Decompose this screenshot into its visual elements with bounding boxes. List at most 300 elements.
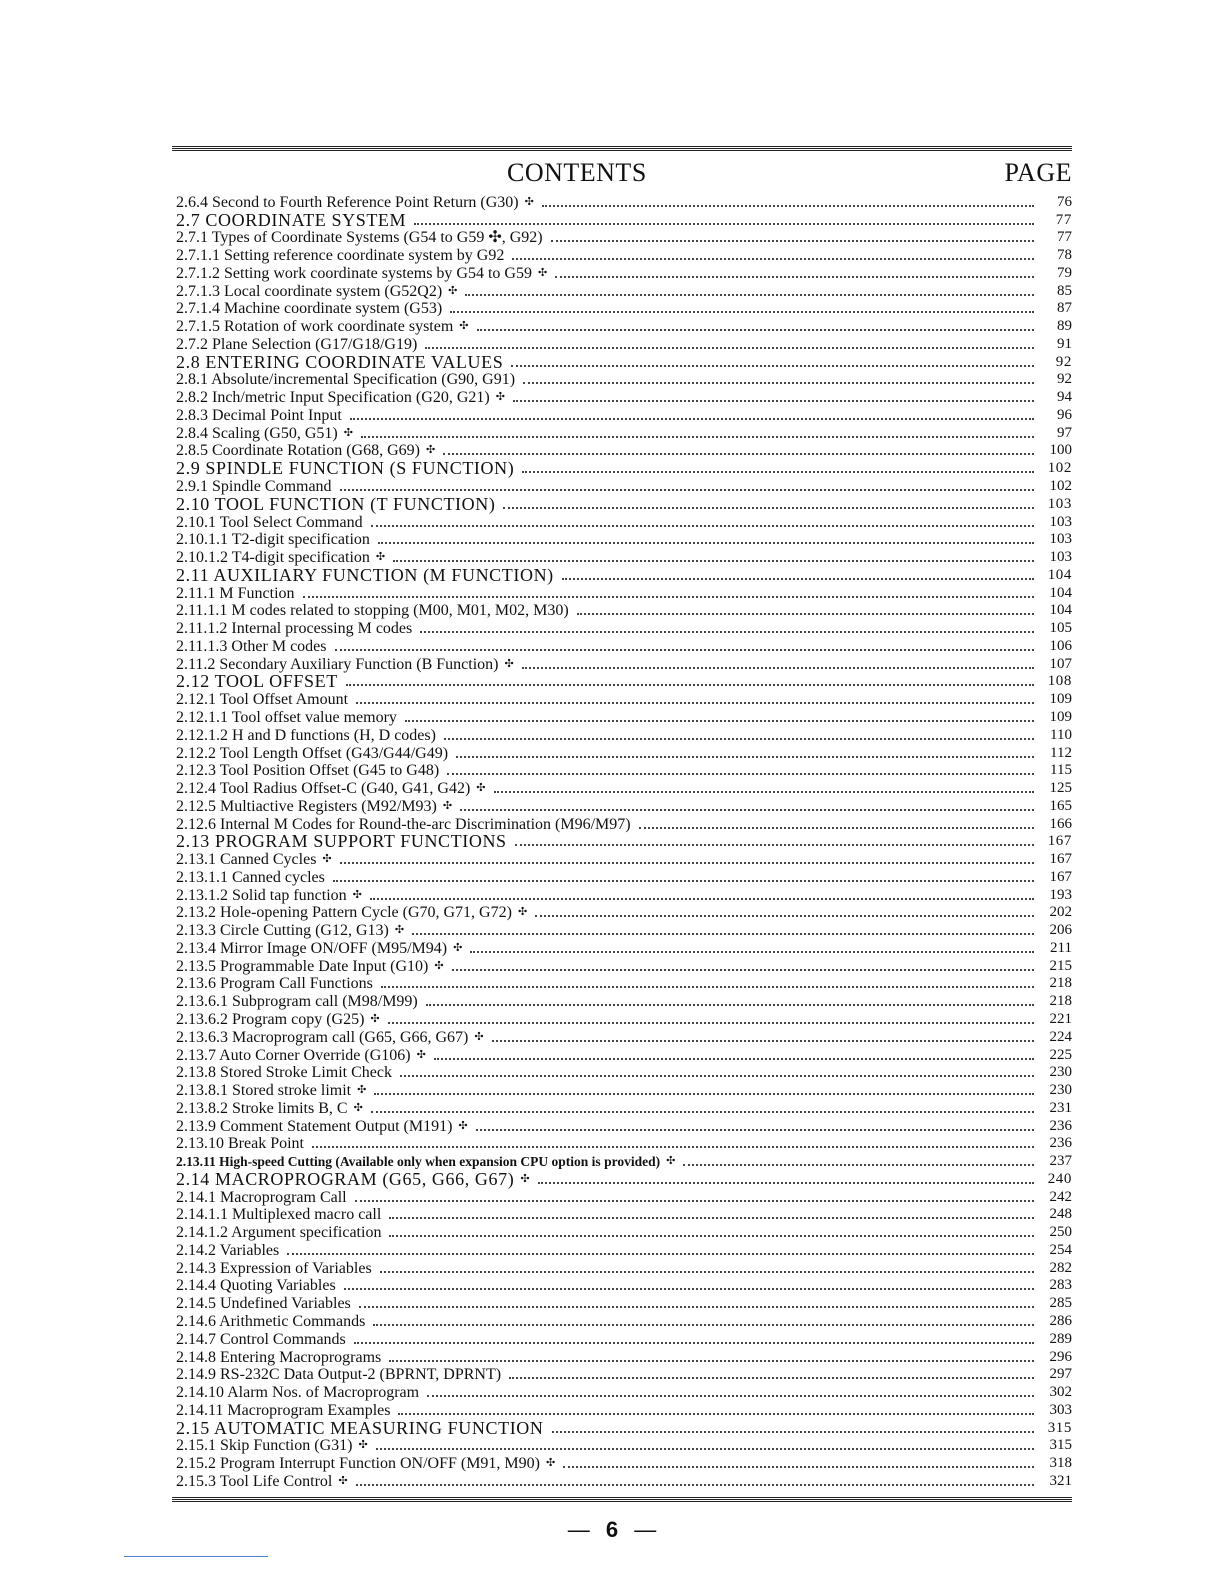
toc-entry-title: 2.13.6 Program Call Functions <box>176 975 373 993</box>
toc-entry-page: 321 <box>1049 1472 1072 1489</box>
dot-leader <box>303 596 1034 598</box>
dot-leader <box>380 1271 1034 1273</box>
toc-entry-page: 240 <box>1047 1170 1072 1187</box>
toc-entry-page: 92 <box>1055 353 1072 370</box>
option-star-icon: ✣ <box>358 1439 368 1452</box>
toc-entry-page: 218 <box>1049 993 1072 1010</box>
toc-entry-title: 2.14.1.1 Multiplexed macro call <box>176 1206 382 1224</box>
toc-entry[interactable] <box>176 957 1072 975</box>
toc-entry[interactable] <box>176 779 1072 797</box>
dot-leader <box>494 791 1035 793</box>
toc-entry-title: 2.7.1.5 Rotation of work coordinate system <box>176 318 454 336</box>
toc-entry-page: 106 <box>1049 637 1072 654</box>
toc-entry-title: 2.14.6 Arithmetic Commands <box>176 1313 366 1330</box>
dot-leader <box>476 1129 1034 1131</box>
toc-entry[interactable] <box>176 1277 1072 1295</box>
dot-leader <box>400 1075 1034 1077</box>
toc-entry[interactable] <box>176 584 1072 602</box>
toc-entry-page: 102 <box>1049 478 1072 495</box>
toc-entry-page: 250 <box>1049 1224 1072 1241</box>
toc-entry-title: 2.8.1 Absolute/incremental Specification (G90, G91) <box>176 371 516 389</box>
toc-entry-title: 2.12.3 Tool Position Offset (G45 to G48) <box>176 762 440 780</box>
toc-entry-page: 104 <box>1049 584 1072 601</box>
toc-entry-page: 96 <box>1057 406 1072 423</box>
toc-entry-page: 105 <box>1049 620 1072 637</box>
toc-entry-page: 89 <box>1057 318 1072 335</box>
dot-leader <box>359 1306 1034 1308</box>
toc-entry-title: 2.14.10 Alarm Nos. of Macroprogram <box>176 1384 420 1402</box>
toc-entry[interactable] <box>176 442 1072 460</box>
toc-entry[interactable] <box>176 619 1072 637</box>
toc-entry-title: 2.9 SPINDLE FUNCTION (S FUNCTION) <box>176 458 515 479</box>
contents-heading: CONTENTS <box>507 158 647 187</box>
toc-entry-page: 167 <box>1047 833 1072 850</box>
option-star-icon: ✣ <box>524 195 534 208</box>
dot-leader <box>420 631 1034 633</box>
toc-entry-page: 103 <box>1047 495 1072 512</box>
toc-entry-page: 230 <box>1049 1082 1072 1099</box>
dot-leader <box>340 862 1034 864</box>
toc-entry-page: 230 <box>1049 1064 1072 1081</box>
toc-entry-title: 2.7.1.2 Setting work coordinate systems by G54 to G59 <box>176 264 532 282</box>
toc-entry-title: 2.7.2 Plane Selection (G17/G18/G19) <box>176 335 418 353</box>
dot-leader <box>371 1111 1034 1113</box>
toc-entry-page: 193 <box>1049 886 1072 903</box>
toc-entry[interactable] <box>176 939 1072 957</box>
toc-entry-title: 2.7.1 Types of Coordinate Systems (G54 to G59 ✣, G92) <box>176 229 543 247</box>
toc-entry-title: 2.12.1 Tool Offset Amount <box>176 691 349 709</box>
toc-entry-title: 2.14.9 RS-232C Data Output-2 (BPRNT, DPRNT) <box>176 1366 502 1384</box>
toc-entry-page: 109 <box>1049 691 1072 708</box>
toc-entry-title: 2.6.4 Second to Fourth Reference Point Return (G30) <box>176 193 519 211</box>
toc-entry-title: 2.13.8.2 Stroke limits B, C <box>176 1099 348 1117</box>
dot-leader <box>370 898 1034 900</box>
dot-leader <box>450 311 1034 313</box>
toc-entry-title: 2.7.1.3 Local coordinate system (G52Q2) <box>176 282 443 300</box>
toc-entry-page: 218 <box>1049 975 1072 992</box>
toc-entry[interactable] <box>176 921 1072 939</box>
dot-leader <box>344 1288 1034 1290</box>
toc-entry-page: 94 <box>1057 389 1072 406</box>
toc-entry-title: 2.11.2 Secondary Auxiliary Function (B Function) <box>176 655 499 673</box>
option-star-icon: ✣ <box>504 657 514 670</box>
toc-entry-title: 2.13.1 Canned Cycles <box>176 851 317 869</box>
toc-entry-page: 202 <box>1049 904 1072 921</box>
dot-leader <box>447 773 1034 775</box>
toc-entry-page: 231 <box>1049 1099 1072 1116</box>
toc-entry[interactable] <box>176 246 1072 264</box>
toc-entry[interactable] <box>176 477 1072 495</box>
toc-entry-page: 115 <box>1050 762 1072 779</box>
option-star-icon: ✣ <box>448 284 458 297</box>
dot-leader <box>312 1146 1034 1148</box>
toc-entry[interactable] <box>176 602 1072 620</box>
dot-leader <box>492 1040 1034 1042</box>
toc-entry-title: 2.12.1.2 H and D functions (H, D codes) <box>176 726 436 744</box>
toc-entry[interactable] <box>176 886 1072 904</box>
toc-entry[interactable] <box>176 1223 1072 1241</box>
toc-entry-page: 224 <box>1049 1028 1072 1045</box>
toc-entry[interactable] <box>176 744 1072 762</box>
toc-entry-title: 2.11.1.2 Internal processing M codes <box>176 620 413 638</box>
toc-entry[interactable] <box>176 317 1072 335</box>
dot-leader <box>287 1253 1034 1255</box>
toc-entry-title: 2.14 MACROPROGRAM (G65, G66, G67) <box>176 1168 515 1189</box>
toc-entry-title: 2.12 TOOL OFFSET <box>176 671 338 692</box>
dot-leader <box>503 507 1034 509</box>
toc-entry[interactable] <box>176 1188 1072 1206</box>
dot-leader <box>562 578 1034 580</box>
toc-entry[interactable] <box>176 531 1072 549</box>
dot-leader <box>639 827 1034 829</box>
toc-entry-page: 296 <box>1049 1348 1072 1365</box>
toc-entry-title: 2.11.1.1 M codes related to stopping (M00, M01, M02, M30) <box>176 602 569 620</box>
dot-leader <box>535 915 1034 917</box>
dot-leader <box>511 365 1034 367</box>
dot-leader <box>354 1342 1034 1344</box>
toc-entry-page: 167 <box>1049 868 1072 885</box>
toc-entry[interactable] <box>176 1117 1072 1135</box>
dot-leader <box>355 1200 1034 1202</box>
dot-leader <box>509 1377 1034 1379</box>
toc-entry-title: 2.7.1.1 Setting reference coordinate system by G92 <box>176 247 505 265</box>
toc-entry[interactable] <box>176 193 1072 211</box>
toc-entry[interactable] <box>176 1472 1072 1490</box>
toc-entry[interactable] <box>176 282 1072 300</box>
dot-leader <box>389 1217 1034 1219</box>
toc-entry[interactable] <box>176 904 1072 922</box>
dot-leader <box>425 347 1034 349</box>
toc-entry[interactable] <box>176 850 1072 868</box>
toc-entry-title: 2.15 AUTOMATIC MEASURING FUNCTION <box>176 1417 544 1438</box>
toc-entry-title: 2.13.7 Auto Corner Override (G106) <box>176 1046 411 1064</box>
option-star-icon: ✣ <box>495 391 505 404</box>
dot-leader <box>388 1022 1034 1024</box>
dot-leader <box>512 258 1034 260</box>
dot-leader <box>477 329 1034 331</box>
dot-leader <box>333 880 1034 882</box>
toc-entry-page: 289 <box>1049 1330 1072 1347</box>
toc-entry[interactable] <box>176 673 1072 691</box>
toc-entry[interactable] <box>176 1312 1072 1330</box>
toc-entry-title: 2.13.11 High-speed Cutting (Available only when expansion CPU option is provided) <box>176 1154 661 1170</box>
toc-entry[interactable] <box>176 690 1072 708</box>
toc-entry-title: 2.10.1 Tool Select Command <box>176 513 363 531</box>
dot-leader <box>361 436 1034 438</box>
dot-leader <box>465 294 1034 296</box>
dot-leader <box>515 844 1034 846</box>
toc-entry[interactable] <box>176 1206 1072 1224</box>
option-star-icon: ✣ <box>474 1030 484 1043</box>
toc-entry-page: 77 <box>1055 211 1072 228</box>
toc-entry-title: 2.14.8 Entering Macroprograms <box>176 1348 382 1366</box>
toc-entry[interactable] <box>176 1259 1072 1277</box>
toc-entry-title: 2.8.2 Inch/metric Input Specification (G20, G21) <box>176 389 490 407</box>
toc-entry-page: 103 <box>1049 531 1072 548</box>
toc-entry-page: 107 <box>1049 655 1072 672</box>
dot-leader <box>434 1058 1034 1060</box>
toc-entry[interactable] <box>176 1099 1072 1117</box>
toc-entry-page: 254 <box>1049 1241 1072 1258</box>
option-star-icon: ✣ <box>394 924 405 937</box>
option-star-icon: ✣ <box>425 444 436 457</box>
toc-entry[interactable] <box>176 264 1072 282</box>
toc-entry-page: 103 <box>1049 549 1072 566</box>
toc-entry-title: 2.14.2 Variables <box>176 1241 280 1259</box>
dot-leader <box>522 667 1034 669</box>
toc-entry[interactable] <box>176 371 1072 389</box>
toc-entry-page: 286 <box>1049 1313 1072 1329</box>
toc-entry-page: 242 <box>1049 1188 1072 1205</box>
dot-leader <box>426 1004 1034 1006</box>
toc-entry-title: 2.13.1.2 Solid tap function <box>176 886 347 904</box>
footer-dash-right: — <box>634 1517 657 1542</box>
toc-entry-title: 2.10.1.1 T2-digit specification <box>176 531 370 549</box>
option-star-icon: ✣ <box>666 1155 676 1168</box>
toc-entry-title: 2.11 AUXILIARY FUNCTION (M FUNCTION) <box>176 564 554 585</box>
option-star-icon: ✣ <box>458 1119 468 1132</box>
option-star-icon: ✣ <box>375 551 386 564</box>
toc-entry-page: 85 <box>1057 282 1072 299</box>
toc-entry-page: 78 <box>1057 247 1072 264</box>
dot-leader <box>398 1413 1034 1415</box>
toc-entry-page: 282 <box>1049 1259 1072 1276</box>
toc-entry-page: 76 <box>1057 193 1072 210</box>
option-star-icon: ✣ <box>370 1012 380 1025</box>
toc-entry[interactable] <box>176 1010 1072 1028</box>
toc-entry-page: 108 <box>1047 673 1072 690</box>
option-star-icon: ✣ <box>338 1474 348 1487</box>
toc-entry[interactable] <box>176 868 1072 886</box>
dot-leader <box>522 471 1034 473</box>
toc-entry-title: 2.13.8.1 Stored stroke limit <box>176 1082 352 1100</box>
page-footer <box>0 1517 1224 1543</box>
toc-entry-page: 104 <box>1047 566 1072 583</box>
toc-entry[interactable] <box>176 424 1072 442</box>
toc-entry[interactable] <box>176 1419 1072 1437</box>
toc-entry-title: 2.14.11 Macroprogram Examples <box>176 1401 391 1419</box>
toc-entry-title: 2.13.6.1 Subprogram call (M98/M99) <box>176 993 418 1011</box>
toc-entry[interactable] <box>176 1383 1072 1401</box>
dot-leader <box>460 809 1034 811</box>
toc-entry-page: 211 <box>1050 939 1072 956</box>
toc-entry[interactable] <box>176 1081 1072 1099</box>
dot-leader <box>376 1448 1034 1450</box>
option-star-icon: ✣ <box>453 941 463 954</box>
toc-entry-title: 2.13.10 Break Point <box>176 1135 304 1153</box>
toc-entry-title: 2.7 COORDINATE SYSTEM <box>176 209 407 230</box>
toc-entry-title: 2.13.2 Hole-opening Pattern Cycle (G70, G71, G72) <box>176 904 512 922</box>
toc-entry-title: 2.7.1.4 Machine coordinate system (G53) <box>176 300 443 318</box>
option-star-icon: ✣ <box>434 959 444 972</box>
option-star-icon: ✣ <box>343 426 353 439</box>
toc-entry[interactable] <box>176 833 1072 851</box>
dot-leader <box>683 1164 1034 1166</box>
dot-leader <box>542 205 1034 207</box>
dot-leader <box>371 525 1034 527</box>
dot-leader <box>405 720 1034 722</box>
toc-entry-page: 315 <box>1047 1419 1072 1436</box>
dot-leader <box>563 1466 1034 1468</box>
toc-entry[interactable] <box>176 1366 1072 1384</box>
toc-entry[interactable] <box>176 1046 1072 1064</box>
toc-entry[interactable] <box>176 762 1072 780</box>
toc-entry-page: 87 <box>1057 300 1072 317</box>
dot-leader <box>443 453 1034 455</box>
dot-leader <box>452 969 1034 971</box>
toc-entry[interactable] <box>176 815 1072 833</box>
toc-entry-page: 303 <box>1049 1401 1072 1418</box>
toc-entry[interactable] <box>176 1401 1072 1419</box>
toc-entry-page: 77 <box>1057 229 1072 246</box>
toc-entry-title: 2.15.2 Program Interrupt Function ON/OFF (M91, M90) <box>176 1455 540 1473</box>
option-star-icon: ✣ <box>442 799 453 812</box>
toc-entry[interactable] <box>176 655 1072 673</box>
toc-entry-title: 2.14.7 Control Commands <box>176 1330 346 1348</box>
toc-entry[interactable] <box>176 566 1072 584</box>
toc-entry[interactable] <box>176 992 1072 1010</box>
dot-leader <box>350 418 1034 420</box>
option-star-icon: ✣ <box>545 1457 556 1470</box>
toc-entry-page: 102 <box>1047 460 1072 477</box>
toc-entry-title: 2.8.4 Scaling (G50, G51) <box>176 424 338 442</box>
toc-entry[interactable] <box>176 726 1072 744</box>
toc-entry-page: 92 <box>1057 371 1072 388</box>
toc-entry[interactable] <box>176 513 1072 531</box>
toc-entry[interactable] <box>176 229 1072 247</box>
toc-entry-title: 2.14.1 Macroprogram Call <box>176 1188 347 1206</box>
toc-entry-page: 167 <box>1049 851 1072 868</box>
footer-dash-left: — <box>567 1517 590 1542</box>
toc-entry-page: 221 <box>1049 1010 1072 1027</box>
toc-entry[interactable] <box>176 1330 1072 1348</box>
top-double-rule <box>172 146 1072 151</box>
toc-entry[interactable] <box>176 1170 1072 1188</box>
toc-entry[interactable] <box>176 1064 1072 1082</box>
dot-leader <box>513 400 1034 402</box>
toc-entry[interactable] <box>176 1437 1072 1455</box>
toc-entry[interactable] <box>176 406 1072 424</box>
dot-leader <box>412 933 1034 935</box>
dot-leader <box>551 240 1034 242</box>
toc-entry-title: 2.10 TOOL FUNCTION (T FUNCTION) <box>176 493 496 514</box>
dot-leader <box>356 702 1034 704</box>
toc-entry-title: 2.15.3 Tool Life Control <box>176 1472 333 1490</box>
dot-leader <box>335 649 1035 651</box>
toc-entry-page: 165 <box>1049 797 1072 814</box>
toc-entry-page: 206 <box>1049 922 1072 939</box>
toc-entry-title: 2.10.1.2 T4-digit specification <box>176 549 370 567</box>
toc-entry[interactable] <box>176 1348 1072 1366</box>
dot-leader <box>555 276 1034 278</box>
toc-entry-page: 315 <box>1049 1437 1072 1454</box>
toc-entry-title: 2.12.5 Multiactive Registers (M92/M93) <box>176 797 437 815</box>
toc-entry[interactable] <box>176 975 1072 993</box>
toc-entry[interactable] <box>176 1152 1072 1170</box>
toc-entry[interactable] <box>176 1454 1072 1472</box>
option-star-icon: ✣ <box>459 320 469 333</box>
toc-entry-title: 2.13.9 Comment Statement Output (M191) <box>176 1117 453 1135</box>
toc-entry-title: 2.13.3 Circle Cutting (G12, G13) <box>176 922 389 940</box>
toc-entry[interactable] <box>176 1028 1072 1046</box>
toc-entry-page: 248 <box>1049 1206 1072 1223</box>
blue-underline-mark <box>124 1556 268 1557</box>
option-star-icon: ✣ <box>520 1172 531 1185</box>
toc-entry-page: 109 <box>1049 708 1072 725</box>
toc-entry[interactable] <box>176 1294 1072 1312</box>
toc-entry-title: 2.8 ENTERING COORDINATE VALUES <box>176 351 504 372</box>
toc-entry[interactable] <box>176 797 1072 815</box>
page-column-heading: PAGE <box>1004 158 1072 187</box>
toc-entry[interactable] <box>176 211 1072 229</box>
toc-entry-page: 112 <box>1050 744 1072 761</box>
option-star-icon: ✣ <box>537 266 548 279</box>
dot-leader <box>470 951 1034 953</box>
toc-entry-title: 2.12.6 Internal M Codes for Round-the-arc Discrimination (M96/M97) <box>176 815 631 833</box>
option-star-icon: ✣ <box>517 906 528 919</box>
toc-entry-page: 215 <box>1049 957 1072 974</box>
toc-entry-title: 2.13.6.3 Macroprogram call (G65, G66, G67) <box>176 1028 469 1046</box>
toc-entry-title: 2.9.1 Spindle Command <box>176 478 332 496</box>
toc-entry-page: 110 <box>1050 726 1072 743</box>
dot-leader <box>523 382 1034 384</box>
toc-entry[interactable] <box>176 1135 1072 1153</box>
toc-entry-page: 103 <box>1049 513 1072 530</box>
toc-entry-page: 283 <box>1049 1277 1072 1294</box>
option-star-icon: ✣ <box>353 1101 363 1114</box>
dot-leader <box>552 1431 1035 1433</box>
toc-entry[interactable] <box>176 459 1072 477</box>
toc-entry[interactable] <box>176 353 1072 371</box>
dot-leader <box>456 756 1034 758</box>
toc-entry-page: 285 <box>1049 1295 1072 1312</box>
toc-entry[interactable] <box>176 637 1072 655</box>
option-star-icon: ✣ <box>476 782 486 795</box>
toc-entry-page: 302 <box>1049 1384 1072 1401</box>
toc-entry-title: 2.11.1 M Function <box>176 584 295 602</box>
dot-leader <box>378 542 1034 544</box>
toc-entry[interactable] <box>176 300 1072 318</box>
toc-entry-page: 225 <box>1049 1046 1072 1063</box>
toc-entry-title: 2.8.3 Decimal Point Input <box>176 406 342 424</box>
toc-entry[interactable] <box>176 708 1072 726</box>
dot-leader <box>577 613 1034 615</box>
toc-entry-page: 236 <box>1049 1135 1072 1152</box>
dot-leader <box>393 560 1034 562</box>
dot-leader <box>427 1395 1034 1397</box>
toc-entry[interactable] <box>176 1241 1072 1259</box>
toc-entry-title: 2.12.2 Tool Length Offset (G43/G44/G49) <box>176 744 449 762</box>
toc-entry-page: 97 <box>1057 424 1072 441</box>
toc-entry-page: 318 <box>1049 1455 1072 1472</box>
table-of-contents <box>176 193 1072 1490</box>
toc-entry-title: 2.14.5 Undefined Variables <box>176 1295 351 1313</box>
toc-entry-title: 2.14.1.2 Argument specification <box>176 1224 382 1242</box>
dot-leader <box>374 1093 1034 1095</box>
toc-entry[interactable] <box>176 548 1072 566</box>
toc-entry-title: 2.13.5 Programmable Date Input (G10) <box>176 957 429 975</box>
toc-entry[interactable] <box>176 495 1072 513</box>
toc-entry-page: 79 <box>1057 264 1072 281</box>
toc-entry-title: 2.14.4 Quoting Variables <box>176 1277 336 1295</box>
option-star-icon: ✣ <box>352 888 362 901</box>
dot-leader <box>538 1182 1034 1184</box>
toc-entry[interactable] <box>176 388 1072 406</box>
toc-entry[interactable] <box>176 335 1072 353</box>
toc-entry-page: 236 <box>1049 1117 1072 1134</box>
toc-entry-title: 2.12.1.1 Tool offset value memory <box>176 708 397 726</box>
toc-entry-page: 125 <box>1049 780 1072 797</box>
